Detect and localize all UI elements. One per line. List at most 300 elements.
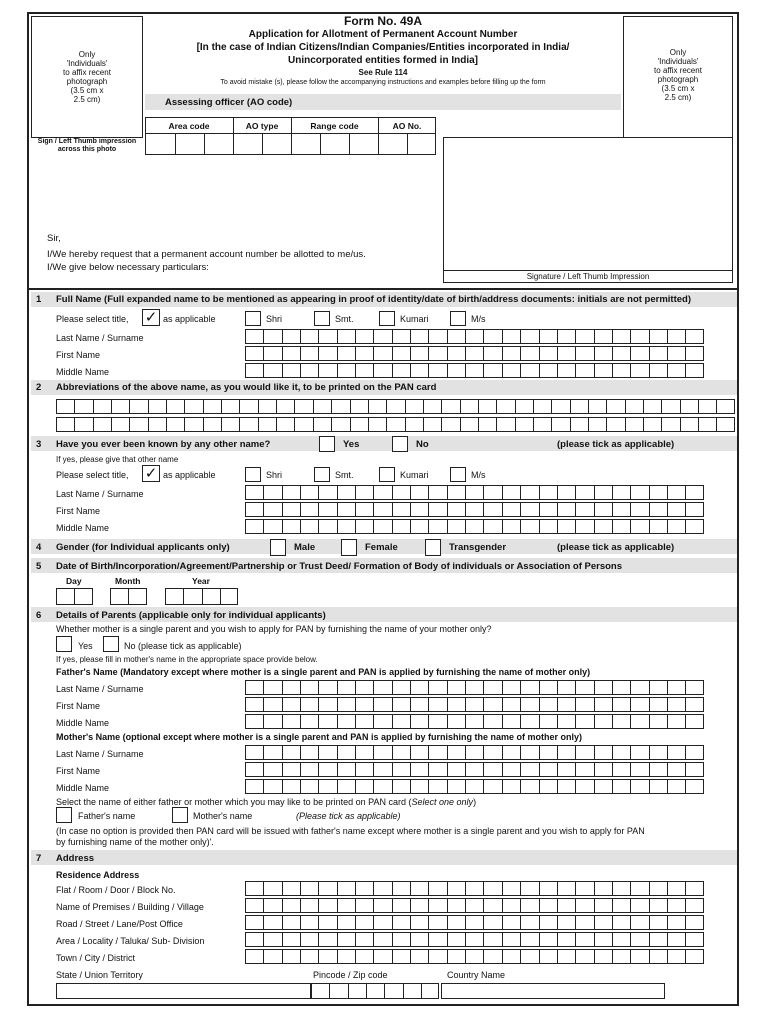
char-box[interactable]: [539, 898, 557, 913]
s7-pincode-grid[interactable]: [311, 983, 439, 999]
char-box[interactable]: [661, 399, 679, 414]
char-box[interactable]: [318, 915, 336, 930]
s7-premises-grid[interactable]: [245, 898, 704, 913]
char-box[interactable]: [520, 915, 538, 930]
char-box[interactable]: [300, 346, 318, 361]
s3-title-shri-checkbox[interactable]: [245, 467, 261, 482]
s7-area-grid[interactable]: [245, 932, 704, 947]
char-box[interactable]: [386, 417, 404, 432]
char-box[interactable]: [520, 697, 538, 712]
char-box[interactable]: [111, 417, 129, 432]
char-box[interactable]: [318, 519, 336, 534]
char-box[interactable]: [447, 745, 465, 760]
char-box[interactable]: [263, 485, 281, 500]
char-box[interactable]: [355, 762, 373, 777]
char-box[interactable]: [520, 502, 538, 517]
char-box[interactable]: [630, 502, 648, 517]
char-box[interactable]: [373, 519, 391, 534]
char-box[interactable]: [56, 417, 74, 432]
char-box[interactable]: [245, 714, 263, 729]
char-box[interactable]: [282, 329, 300, 344]
char-box[interactable]: [575, 346, 593, 361]
char-box[interactable]: [129, 399, 147, 414]
char-box[interactable]: [685, 932, 703, 947]
char-box[interactable]: [575, 932, 593, 947]
char-box[interactable]: [539, 502, 557, 517]
char-box[interactable]: [337, 932, 355, 947]
char-box[interactable]: [594, 363, 612, 378]
char-box[interactable]: [667, 714, 685, 729]
char-box[interactable]: [410, 502, 428, 517]
s6-father-name-checkbox[interactable]: [56, 807, 72, 823]
char-box[interactable]: [483, 881, 501, 896]
char-box[interactable]: [282, 779, 300, 794]
char-box[interactable]: [685, 714, 703, 729]
char-box[interactable]: [245, 329, 263, 344]
char-box[interactable]: [245, 881, 263, 896]
char-box[interactable]: [300, 762, 318, 777]
char-box[interactable]: [685, 915, 703, 930]
char-box[interactable]: [392, 346, 410, 361]
char-box[interactable]: [575, 502, 593, 517]
char-box[interactable]: [612, 898, 630, 913]
char-box[interactable]: [483, 915, 501, 930]
char-box[interactable]: [410, 898, 428, 913]
char-box[interactable]: [447, 485, 465, 500]
char-box[interactable]: [557, 697, 575, 712]
s5-year-grid[interactable]: [165, 588, 238, 605]
char-box[interactable]: [373, 485, 391, 500]
s6-father-first-grid[interactable]: [245, 697, 704, 712]
char-box[interactable]: [203, 417, 221, 432]
char-box[interactable]: [384, 983, 402, 999]
char-box[interactable]: [282, 881, 300, 896]
char-box[interactable]: [74, 588, 92, 605]
s1-title-ms-checkbox[interactable]: [450, 311, 466, 326]
char-box[interactable]: [373, 898, 391, 913]
s2-abbreviation-grid-row-1[interactable]: [56, 399, 735, 414]
char-box[interactable]: [337, 745, 355, 760]
char-box[interactable]: [594, 779, 612, 794]
char-box[interactable]: [685, 329, 703, 344]
char-box[interactable]: [313, 399, 331, 414]
signature-box[interactable]: [443, 137, 733, 283]
char-box[interactable]: [685, 519, 703, 534]
char-box[interactable]: [318, 485, 336, 500]
s1-title-smt-checkbox[interactable]: [314, 311, 330, 326]
s3-no-checkbox[interactable]: [392, 436, 408, 452]
char-box[interactable]: [373, 714, 391, 729]
char-box[interactable]: [667, 762, 685, 777]
char-box[interactable]: [166, 417, 184, 432]
char-box[interactable]: [649, 714, 667, 729]
char-box[interactable]: [93, 417, 111, 432]
s5-day-grid[interactable]: [56, 588, 93, 605]
char-box[interactable]: [594, 680, 612, 695]
char-box[interactable]: [594, 329, 612, 344]
char-box[interactable]: [630, 779, 648, 794]
char-box[interactable]: [685, 762, 703, 777]
char-box[interactable]: [148, 417, 166, 432]
char-box[interactable]: [515, 399, 533, 414]
char-box[interactable]: [520, 949, 538, 964]
char-box[interactable]: [612, 779, 630, 794]
char-box[interactable]: [649, 485, 667, 500]
char-box[interactable]: [483, 346, 501, 361]
char-box[interactable]: [630, 485, 648, 500]
char-box[interactable]: [410, 519, 428, 534]
char-box[interactable]: [56, 588, 74, 605]
char-box[interactable]: [520, 779, 538, 794]
char-box[interactable]: [282, 485, 300, 500]
char-box[interactable]: [594, 762, 612, 777]
char-box[interactable]: [318, 346, 336, 361]
char-box[interactable]: [282, 932, 300, 947]
char-box[interactable]: [366, 983, 384, 999]
char-box[interactable]: [410, 915, 428, 930]
char-box[interactable]: [661, 417, 679, 432]
char-box[interactable]: [539, 762, 557, 777]
char-box[interactable]: [575, 898, 593, 913]
char-box[interactable]: [465, 714, 483, 729]
char-box[interactable]: [588, 417, 606, 432]
char-box[interactable]: [502, 519, 520, 534]
char-box[interactable]: [575, 915, 593, 930]
char-box[interactable]: [318, 932, 336, 947]
char-box[interactable]: [263, 329, 281, 344]
char-box[interactable]: [539, 329, 557, 344]
char-box[interactable]: [423, 399, 441, 414]
char-box[interactable]: [373, 881, 391, 896]
char-box[interactable]: [373, 915, 391, 930]
char-box[interactable]: [460, 417, 478, 432]
char-box[interactable]: [667, 881, 685, 896]
char-box[interactable]: [575, 745, 593, 760]
s7-town-grid[interactable]: [245, 949, 704, 964]
char-box[interactable]: [465, 363, 483, 378]
char-box[interactable]: [685, 898, 703, 913]
char-box[interactable]: [355, 779, 373, 794]
char-box[interactable]: [649, 898, 667, 913]
s7-flat-grid[interactable]: [245, 881, 704, 896]
char-box[interactable]: [570, 417, 588, 432]
char-box[interactable]: [483, 779, 501, 794]
char-box[interactable]: [110, 588, 128, 605]
char-box[interactable]: [557, 762, 575, 777]
char-box[interactable]: [667, 346, 685, 361]
char-box[interactable]: [630, 745, 648, 760]
char-box[interactable]: [331, 399, 349, 414]
char-box[interactable]: [612, 881, 630, 896]
char-box[interactable]: [520, 680, 538, 695]
char-box[interactable]: [337, 680, 355, 695]
char-box[interactable]: [667, 329, 685, 344]
char-box[interactable]: [612, 680, 630, 695]
char-box[interactable]: [355, 363, 373, 378]
char-box[interactable]: [373, 762, 391, 777]
char-box[interactable]: [483, 502, 501, 517]
char-box[interactable]: [520, 898, 538, 913]
char-box[interactable]: [465, 519, 483, 534]
char-box[interactable]: [447, 932, 465, 947]
char-box[interactable]: [184, 399, 202, 414]
char-box[interactable]: [263, 932, 281, 947]
char-box[interactable]: [294, 399, 312, 414]
char-box[interactable]: [428, 898, 446, 913]
char-box[interactable]: [129, 417, 147, 432]
s4-female-checkbox[interactable]: [341, 539, 357, 556]
char-box[interactable]: [612, 363, 630, 378]
char-box[interactable]: [166, 399, 184, 414]
char-box[interactable]: [355, 881, 373, 896]
char-box[interactable]: [392, 697, 410, 712]
char-box[interactable]: [184, 417, 202, 432]
char-box[interactable]: [551, 417, 569, 432]
char-box[interactable]: [428, 745, 446, 760]
char-box[interactable]: [355, 485, 373, 500]
char-box[interactable]: [557, 680, 575, 695]
char-box[interactable]: [630, 680, 648, 695]
char-box[interactable]: [483, 932, 501, 947]
char-box[interactable]: [245, 949, 263, 964]
char-box[interactable]: [350, 399, 368, 414]
char-box[interactable]: [148, 399, 166, 414]
char-box[interactable]: [392, 881, 410, 896]
s1-first-name-grid[interactable]: [245, 346, 704, 361]
char-box[interactable]: [557, 363, 575, 378]
char-box[interactable]: [428, 932, 446, 947]
s4-transgender-checkbox[interactable]: [425, 539, 441, 556]
char-box[interactable]: [282, 363, 300, 378]
char-box[interactable]: [300, 881, 318, 896]
char-box[interactable]: [410, 346, 428, 361]
char-box[interactable]: [594, 898, 612, 913]
char-box[interactable]: [649, 680, 667, 695]
char-box[interactable]: [649, 881, 667, 896]
char-box[interactable]: [355, 519, 373, 534]
char-box[interactable]: [483, 680, 501, 695]
s1-middle-name-grid[interactable]: [245, 363, 704, 378]
char-box[interactable]: [221, 399, 239, 414]
char-box[interactable]: [539, 745, 557, 760]
char-box[interactable]: [410, 714, 428, 729]
char-box[interactable]: [594, 949, 612, 964]
char-box[interactable]: [698, 417, 716, 432]
char-box[interactable]: [318, 363, 336, 378]
char-box[interactable]: [410, 779, 428, 794]
char-box[interactable]: [483, 949, 501, 964]
char-box[interactable]: [557, 502, 575, 517]
char-box[interactable]: [373, 697, 391, 712]
char-box[interactable]: [465, 697, 483, 712]
char-box[interactable]: [318, 949, 336, 964]
char-box[interactable]: [392, 915, 410, 930]
char-box[interactable]: [263, 915, 281, 930]
char-box[interactable]: [447, 898, 465, 913]
char-box[interactable]: [502, 680, 520, 695]
char-box[interactable]: [245, 932, 263, 947]
char-box[interactable]: [441, 399, 459, 414]
char-box[interactable]: [447, 346, 465, 361]
char-box[interactable]: [350, 417, 368, 432]
char-box[interactable]: [282, 915, 300, 930]
char-box[interactable]: [318, 714, 336, 729]
char-box[interactable]: [685, 949, 703, 964]
char-box[interactable]: [282, 745, 300, 760]
char-box[interactable]: [649, 519, 667, 534]
char-box[interactable]: [630, 714, 648, 729]
char-box[interactable]: [483, 697, 501, 712]
char-box[interactable]: [502, 485, 520, 500]
char-box[interactable]: [502, 745, 520, 760]
char-box[interactable]: [392, 949, 410, 964]
char-box[interactable]: [263, 898, 281, 913]
char-box[interactable]: [575, 329, 593, 344]
char-box[interactable]: [300, 745, 318, 760]
char-box[interactable]: [300, 714, 318, 729]
char-box[interactable]: [625, 417, 643, 432]
char-box[interactable]: [502, 949, 520, 964]
char-box[interactable]: [680, 417, 698, 432]
char-box[interactable]: [465, 881, 483, 896]
char-box[interactable]: [337, 502, 355, 517]
char-box[interactable]: [630, 519, 648, 534]
s1-last-name-grid[interactable]: [245, 329, 704, 344]
char-box[interactable]: [300, 680, 318, 695]
char-box[interactable]: [263, 346, 281, 361]
char-box[interactable]: [685, 697, 703, 712]
char-box[interactable]: [447, 881, 465, 896]
char-box[interactable]: [337, 519, 355, 534]
char-box[interactable]: [245, 519, 263, 534]
char-box[interactable]: [594, 485, 612, 500]
char-box[interactable]: [502, 363, 520, 378]
char-box[interactable]: [667, 363, 685, 378]
char-box[interactable]: [282, 519, 300, 534]
char-box[interactable]: [355, 745, 373, 760]
char-box[interactable]: [667, 915, 685, 930]
char-box[interactable]: [649, 346, 667, 361]
char-box[interactable]: [630, 762, 648, 777]
char-box[interactable]: [447, 762, 465, 777]
char-box[interactable]: [74, 399, 92, 414]
char-box[interactable]: [282, 714, 300, 729]
s6-mother-first-grid[interactable]: [245, 762, 704, 777]
char-box[interactable]: [405, 417, 423, 432]
char-box[interactable]: [483, 363, 501, 378]
char-box[interactable]: [300, 519, 318, 534]
char-box[interactable]: [502, 915, 520, 930]
char-box[interactable]: [428, 519, 446, 534]
char-box[interactable]: [245, 363, 263, 378]
char-box[interactable]: [539, 485, 557, 500]
s6-father-last-grid[interactable]: [245, 680, 704, 695]
char-box[interactable]: [263, 949, 281, 964]
char-box[interactable]: [685, 745, 703, 760]
char-box[interactable]: [698, 399, 716, 414]
char-box[interactable]: [258, 399, 276, 414]
s4-male-checkbox[interactable]: [270, 539, 286, 556]
char-box[interactable]: [355, 329, 373, 344]
char-box[interactable]: [465, 762, 483, 777]
char-box[interactable]: [337, 915, 355, 930]
char-box[interactable]: [337, 697, 355, 712]
char-box[interactable]: [716, 399, 734, 414]
s6-father-middle-grid[interactable]: [245, 714, 704, 729]
char-box[interactable]: [428, 680, 446, 695]
char-box[interactable]: [276, 399, 294, 414]
char-box[interactable]: [520, 363, 538, 378]
char-box[interactable]: [483, 329, 501, 344]
char-box[interactable]: [441, 417, 459, 432]
char-box[interactable]: [520, 329, 538, 344]
char-box[interactable]: [355, 680, 373, 695]
char-box[interactable]: [483, 762, 501, 777]
char-box[interactable]: [355, 949, 373, 964]
char-box[interactable]: [649, 363, 667, 378]
char-box[interactable]: [630, 346, 648, 361]
char-box[interactable]: [594, 881, 612, 896]
char-box[interactable]: [594, 346, 612, 361]
s3-middle-name-grid[interactable]: [245, 519, 704, 534]
char-box[interactable]: [539, 680, 557, 695]
char-box[interactable]: [630, 329, 648, 344]
char-box[interactable]: [337, 949, 355, 964]
char-box[interactable]: [300, 932, 318, 947]
char-box[interactable]: [373, 932, 391, 947]
char-box[interactable]: [557, 915, 575, 930]
char-box[interactable]: [612, 762, 630, 777]
char-box[interactable]: [392, 363, 410, 378]
char-box[interactable]: [221, 417, 239, 432]
char-box[interactable]: [263, 502, 281, 517]
char-box[interactable]: [539, 932, 557, 947]
char-box[interactable]: [502, 714, 520, 729]
char-box[interactable]: [263, 363, 281, 378]
char-box[interactable]: [557, 329, 575, 344]
char-box[interactable]: [594, 519, 612, 534]
char-box[interactable]: [410, 363, 428, 378]
char-box[interactable]: [428, 949, 446, 964]
char-box[interactable]: [594, 932, 612, 947]
char-box[interactable]: [276, 417, 294, 432]
char-box[interactable]: [428, 346, 446, 361]
char-box[interactable]: [300, 329, 318, 344]
char-box[interactable]: [630, 915, 648, 930]
char-box[interactable]: [428, 779, 446, 794]
char-box[interactable]: [202, 588, 220, 605]
char-box[interactable]: [294, 417, 312, 432]
char-box[interactable]: [520, 485, 538, 500]
char-box[interactable]: [625, 399, 643, 414]
char-box[interactable]: [594, 502, 612, 517]
char-box[interactable]: [502, 346, 520, 361]
char-box[interactable]: [502, 881, 520, 896]
char-box[interactable]: [282, 680, 300, 695]
char-box[interactable]: [111, 399, 129, 414]
char-box[interactable]: [245, 346, 263, 361]
char-box[interactable]: [373, 502, 391, 517]
char-box[interactable]: [245, 680, 263, 695]
char-box[interactable]: [337, 363, 355, 378]
char-box[interactable]: [557, 745, 575, 760]
char-box[interactable]: [612, 949, 630, 964]
char-box[interactable]: [465, 485, 483, 500]
char-box[interactable]: [428, 881, 446, 896]
char-box[interactable]: [649, 779, 667, 794]
char-box[interactable]: [300, 949, 318, 964]
char-box[interactable]: [373, 745, 391, 760]
